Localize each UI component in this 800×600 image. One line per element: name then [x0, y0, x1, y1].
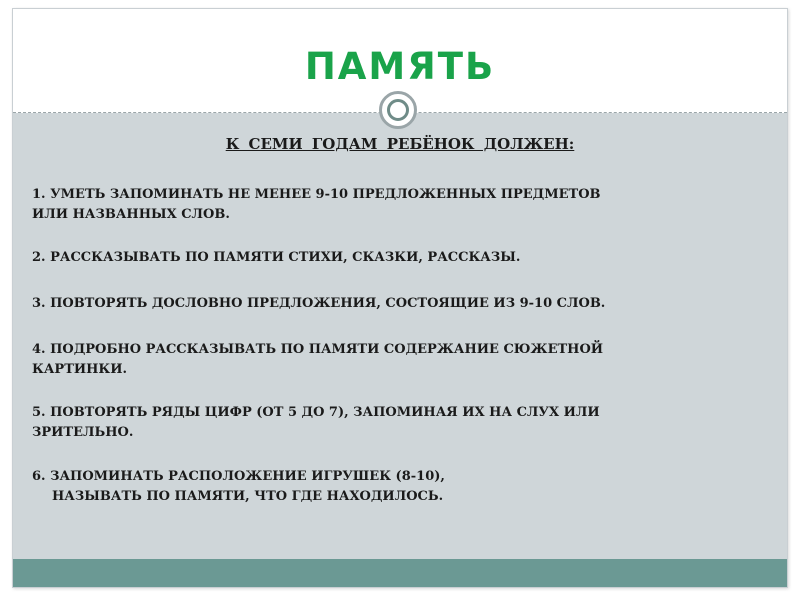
list-item	[32, 294, 777, 314]
list-item	[32, 248, 777, 268]
list-item-line: 4. ПОДРОБНО РАССКАЗЫВАТЬ ПО ПАМЯТИ СОДЕРЖАНИЕ СЮЖЕТНОЙ	[32, 342, 604, 357]
slide-subtitle: К СЕМИ ГОДАМ РЕБЁНОК ДОЛЖЕН:	[225, 135, 575, 153]
list-item-line: 1. УМЕТЬ ЗАПОМИНАТЬ НЕ МЕНЕЕ 9-10 ПРЕДЛОЖЕННЫХ ПРЕДМЕТОВ	[32, 187, 601, 202]
list-item-line: КАРТИНКИ.	[32, 362, 128, 377]
footer-band	[13, 559, 787, 587]
inner-circle	[387, 99, 409, 121]
list-item-line: НАЗЫВАТЬ ПО ПАМЯТИ, ЧТО ГДЕ НАХОДИЛОСЬ.	[52, 489, 444, 504]
list-item-line: 5. ПОВТОРЯТЬ РЯДЫ ЦИФР (ОТ 5 ДО 7), ЗАПОМИНАЯ ИХ НА СЛУХ ИЛИ	[32, 405, 600, 420]
list-item-line: 6. ЗАПОМИНАТЬ РАСПОЛОЖЕНИЕ ИГРУШЕК (8-10),	[32, 469, 445, 484]
list-item-line: ИЛИ НАЗВАННЫХ СЛОВ.	[32, 207, 230, 222]
content-area	[13, 113, 787, 559]
list-item	[32, 185, 777, 225]
list-item-line: 3. ПОВТОРЯТЬ ДОСЛОВНО ПРЕДЛОЖЕНИЯ, СОСТОЯЩИЕ ИЗ 9-10 СЛОВ.	[32, 296, 606, 311]
list-item	[32, 467, 777, 507]
list-item-line: ЗРИТЕЛЬНО.	[32, 425, 134, 440]
double-circle-icon	[379, 91, 417, 129]
slide-title: ПАМЯТЬ	[304, 45, 496, 88]
slide	[12, 8, 788, 588]
list-item	[32, 340, 777, 380]
list-item	[32, 403, 777, 443]
list-item-line: 2. РАССКАЗЫВАТЬ ПО ПАМЯТИ СТИХИ, СКАЗКИ, РАССКАЗЫ.	[32, 250, 521, 265]
